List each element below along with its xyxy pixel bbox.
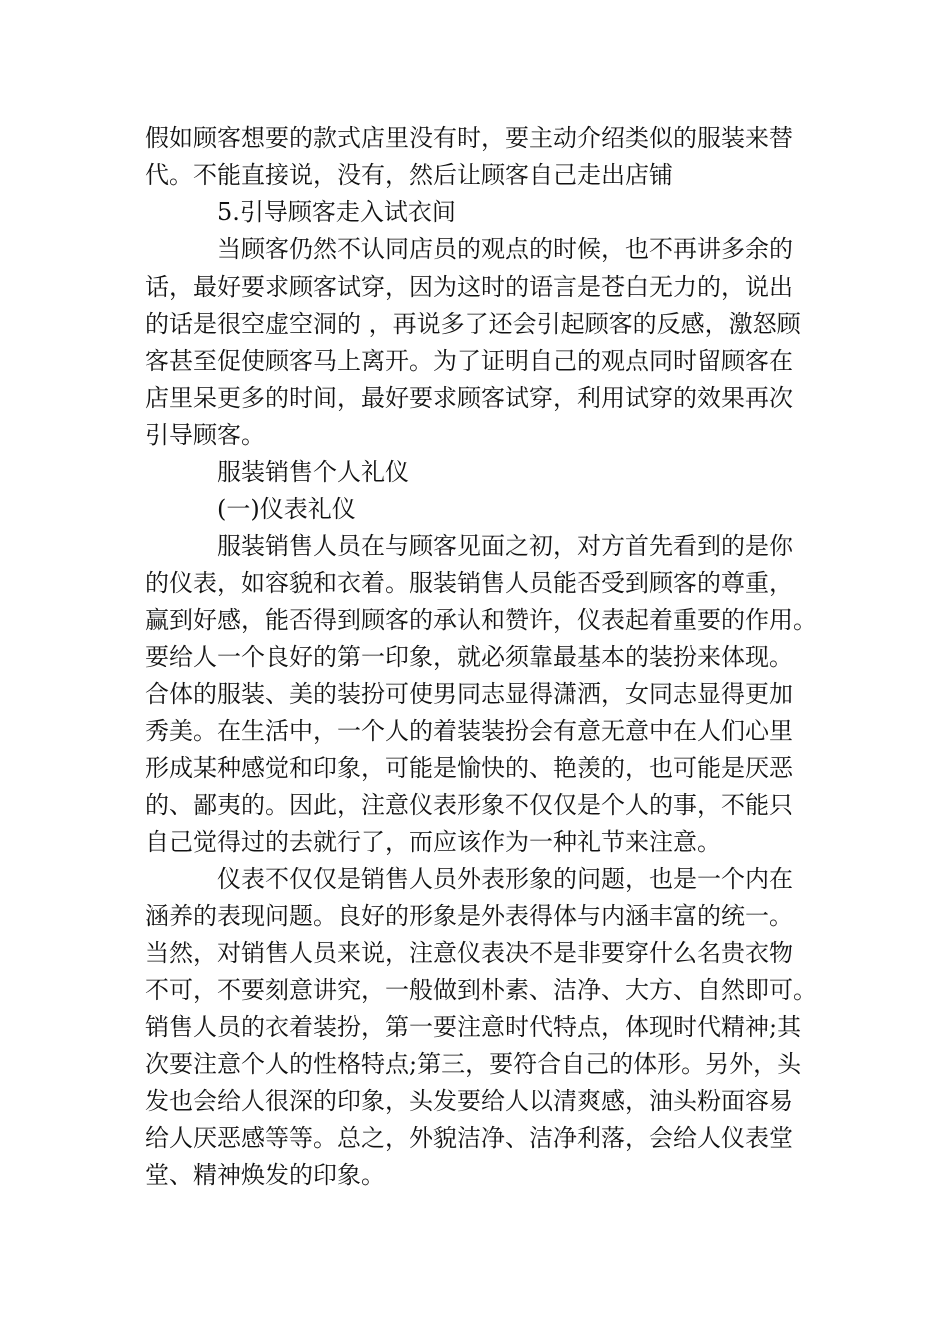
text-line: 销售人员的衣着装扮，第一要注意时代特点，体现时代精神;其 — [145, 1013, 802, 1041]
text-line: 仪表不仅仅是销售人员外表形象的问题，也是一个内在 — [217, 865, 793, 893]
text-line: 店里呆更多的时间，最好要求顾客试穿，利用试穿的效果再次 — [145, 384, 793, 412]
text-line: 的仪表，如容貌和衣着。服装销售人员能否受到顾客的尊重， — [145, 569, 793, 597]
text-line: 次要注意个人的性格特点;第三，要符合自己的体形。另外，头 — [145, 1050, 802, 1078]
text-line: 当顾客仍然不认同店员的观点的时候，也不再讲多余的 — [217, 235, 793, 263]
text-line: 形成某种感觉和印象，可能是愉快的、艳羡的，也可能是厌恶 — [145, 754, 793, 782]
text-line: 给人厌恶感等等。总之，外貌洁净、洁净利落，会给人仪表堂 — [145, 1124, 793, 1152]
text-line: 的、鄙夷的。因此，注意仪表形象不仅仅是个人的事，不能只 — [145, 791, 793, 819]
text-line: 堂、精神焕发的印象。 — [145, 1161, 385, 1189]
text-line: 不可，不要刻意讲究，一般做到朴素、洁净、大方、自然即可。 — [145, 976, 817, 1004]
text-line: 服装销售人员在与顾客见面之初，对方首先看到的是你 — [217, 532, 793, 560]
text-line: 的话是很空虚空洞的 ，再说多了还会引起顾客的反感，激怒顾 — [145, 310, 801, 338]
text-line: 自己觉得过的去就行了，而应该作为一种礼节来注意。 — [145, 828, 721, 856]
text-line: 赢到好感，能否得到顾客的承认和赞许，仪表起着重要的作用。 — [145, 606, 817, 634]
text-line: 当然，对销售人员来说，注意仪表决不是非要穿什么名贵衣物 — [145, 939, 793, 967]
text-line: 合体的服装、美的装扮可使男同志显得潇洒，女同志显得更加 — [145, 680, 793, 708]
text-line: 要给人一个良好的第一印象，就必须靠最基本的装扮来体现。 — [145, 643, 793, 671]
text-line: 涵养的表现问题。良好的形象是外表得体与内涵丰富的统一。 — [145, 902, 793, 930]
text-line: 发也会给人很深的印象，头发要给人以清爽感，油头粉面容易 — [145, 1087, 793, 1115]
text-line: 话，最好要求顾客试穿，因为这时的语言是苍白无力的，说出 — [145, 273, 793, 301]
text-line: 引导顾客。 — [145, 421, 265, 449]
section-heading: 服装销售个人礼仪 — [217, 458, 409, 486]
text-line: 客甚至促使顾客马上离开。为了证明自己的观点同时留顾客在 — [145, 347, 793, 375]
text-line: 秀美。在生活中，一个人的着装装扮会有意无意中在人们心里 — [145, 717, 793, 745]
section-heading: 5.引导顾客走入试衣间 — [217, 198, 456, 226]
text-line: 代。不能直接说，没有，然后让顾客自己走出店铺 — [145, 161, 673, 189]
text-line: 假如顾客想要的款式店里没有时，要主动介绍类似的服装来替 — [145, 124, 793, 152]
subsection-heading: (一)仪表礼仪 — [217, 495, 356, 523]
